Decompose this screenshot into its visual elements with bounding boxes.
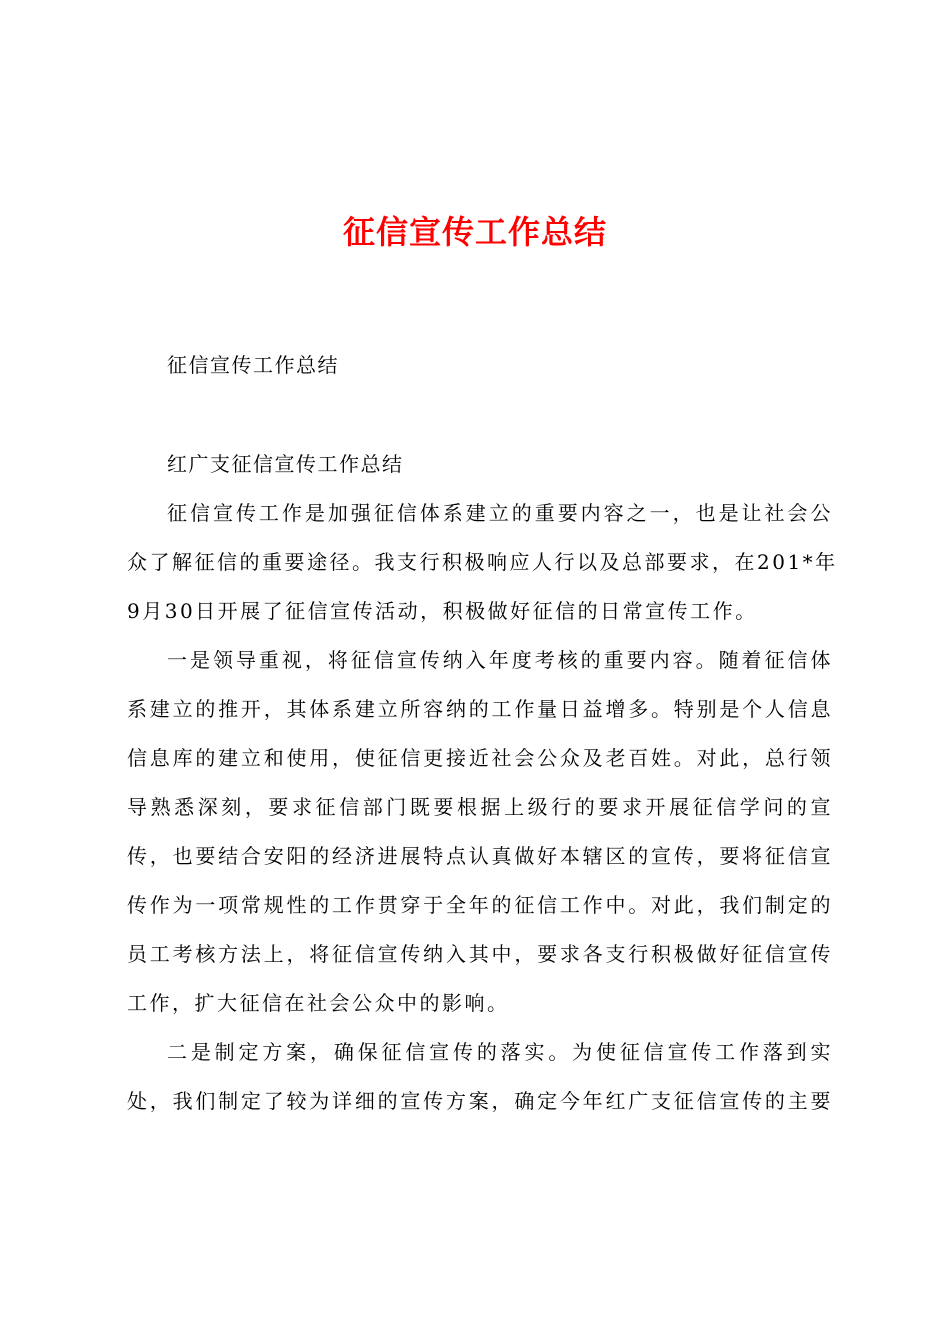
paragraph-3 [127, 1028, 833, 1126]
paragraph-line: 9月30日开展了征信宣传活动，积极做好征信的日常宣传工作。 [127, 599, 758, 623]
paragraph-line: 二是制定方案，确保征信宣传的落实。为使征信宣传工作落到实 [167, 1040, 833, 1064]
paragraph-line: 传，也要结合安阳的经济进展特点认真做好本辖区的宣传，要将征信宣 [127, 844, 833, 868]
paragraph-line: 系建立的推开，其体系建立所容纳的工作量日益增多。特别是个人信息 [127, 697, 833, 721]
paragraph-2 [127, 636, 833, 1028]
subtitle-text: 征信宣传工作总结 [167, 353, 339, 377]
section-heading-text: 红广支征信宣传工作总结 [167, 452, 404, 476]
paragraph-line: 众了解征信的重要途径。我支行积极响应人行以及总部要求，在201*年 [127, 550, 838, 574]
paragraph-line: 征信宣传工作是加强征信体系建立的重要内容之一，也是让社会公 [167, 501, 833, 525]
paragraph-line: 工作，扩大征信在社会公众中的影响。 [127, 991, 510, 1015]
paragraph-line: 导熟悉深刻，要求征信部门既要根据上级行的要求开展征信学问的宣 [127, 795, 833, 819]
paragraph-1 [127, 489, 838, 636]
paragraph-line: 信息库的建立和使用，使征信更接近社会公众及老百姓。对此，总行领 [127, 746, 833, 770]
document-body [127, 489, 838, 1126]
paragraph-line: 员工考核方法上，将征信宣传纳入其中，要求各支行积极做好征信宣传 [127, 942, 833, 966]
document-subtitle [127, 341, 833, 390]
document-title: 征信宣传工作总结 [342, 213, 607, 251]
section-heading [127, 440, 833, 489]
paragraph-line: 处，我们制定了较为详细的宣传方案，确定今年红广支征信宣传的主要 [127, 1089, 833, 1113]
paragraph-line: 传作为一项常规性的工作贯穿于全年的征信工作中。对此，我们制定的 [127, 893, 833, 917]
paragraph-line: 一是领导重视，将征信宣传纳入年度考核的重要内容。随着征信体 [167, 648, 833, 672]
